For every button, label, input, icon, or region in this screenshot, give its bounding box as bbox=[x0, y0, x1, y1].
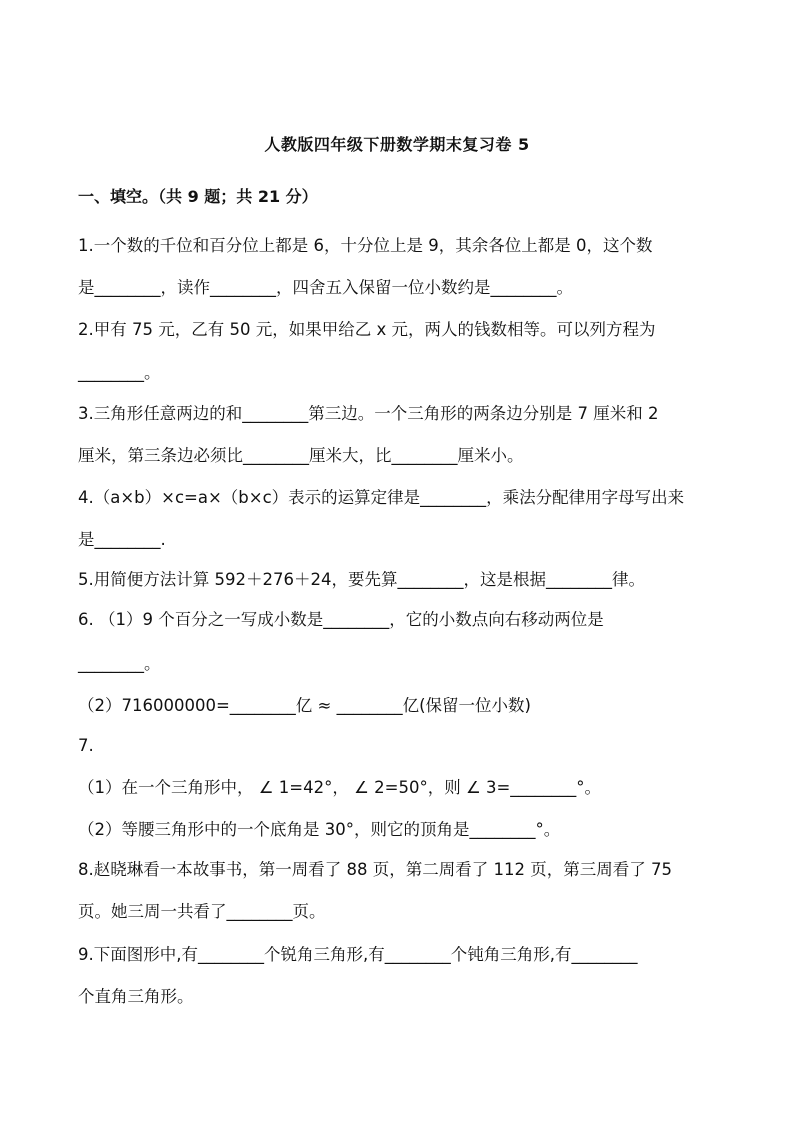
document-title: 人教版四年级下册数学期末复习卷 5 bbox=[264, 135, 530, 154]
question-line: 2.甲有 75 元，乙有 50 元，如果甲给乙 x 元，两人的钱数相等。可以列方程为 bbox=[78, 320, 656, 339]
question-line: 1.一个数的千位和百分位上都是 6，十分位上是 9，其余各位上都是 0，这个数 bbox=[78, 236, 653, 255]
question-line: 5.用简便方法计算 592＋276＋24，要先算________，这是根据________律。 bbox=[78, 570, 645, 589]
question-line: 页。她三周一共看了________页。 bbox=[78, 902, 326, 921]
question-line: 7. bbox=[78, 736, 94, 755]
section-heading: 一、填空。（共 9 题；共 21 分） bbox=[78, 187, 318, 206]
question-line: （2）716000000=________亿 ≈ ________亿(保留一位小数) bbox=[78, 696, 531, 715]
question-line: 是________，读作________，四舍五入保留一位小数约是________。 bbox=[78, 278, 573, 297]
question-line: 是________. bbox=[78, 530, 166, 549]
question-line: 厘米，第三条边必须比________厘米大，比________厘米小。 bbox=[78, 446, 524, 465]
question-line: ________。 bbox=[78, 654, 161, 673]
question-line: 个直角三角形。 bbox=[78, 987, 194, 1006]
question-line: （2）等腰三角形中的一个底角是 30°，则它的顶角是________°。 bbox=[78, 820, 561, 839]
question-line: （1）在一个三角形中， ∠ 1=42°， ∠ 2=50°，则 ∠ 3=________°。 bbox=[78, 778, 602, 797]
question-line: 3.三角形任意两边的和________第三边。一个三角形的两条边分别是 7 厘米和 2 bbox=[78, 404, 659, 423]
question-line: 8.赵晓琳看一本故事书，第一周看了 88 页，第二周看了 112 页，第三周看了 75 bbox=[78, 860, 672, 879]
question-line: 9.下面图形中,有________个锐角三角形,有________个钝角三角形,有________ bbox=[78, 945, 638, 964]
question-line: ________。 bbox=[78, 363, 161, 382]
question-line: 4.（a×b）×c=a×（b×c）表示的运算定律是________，乘法分配律用字母写出来 bbox=[78, 488, 685, 507]
question-line: 6. （1）9 个百分之一写成小数是________，它的小数点向右移动两位是 bbox=[78, 610, 604, 629]
